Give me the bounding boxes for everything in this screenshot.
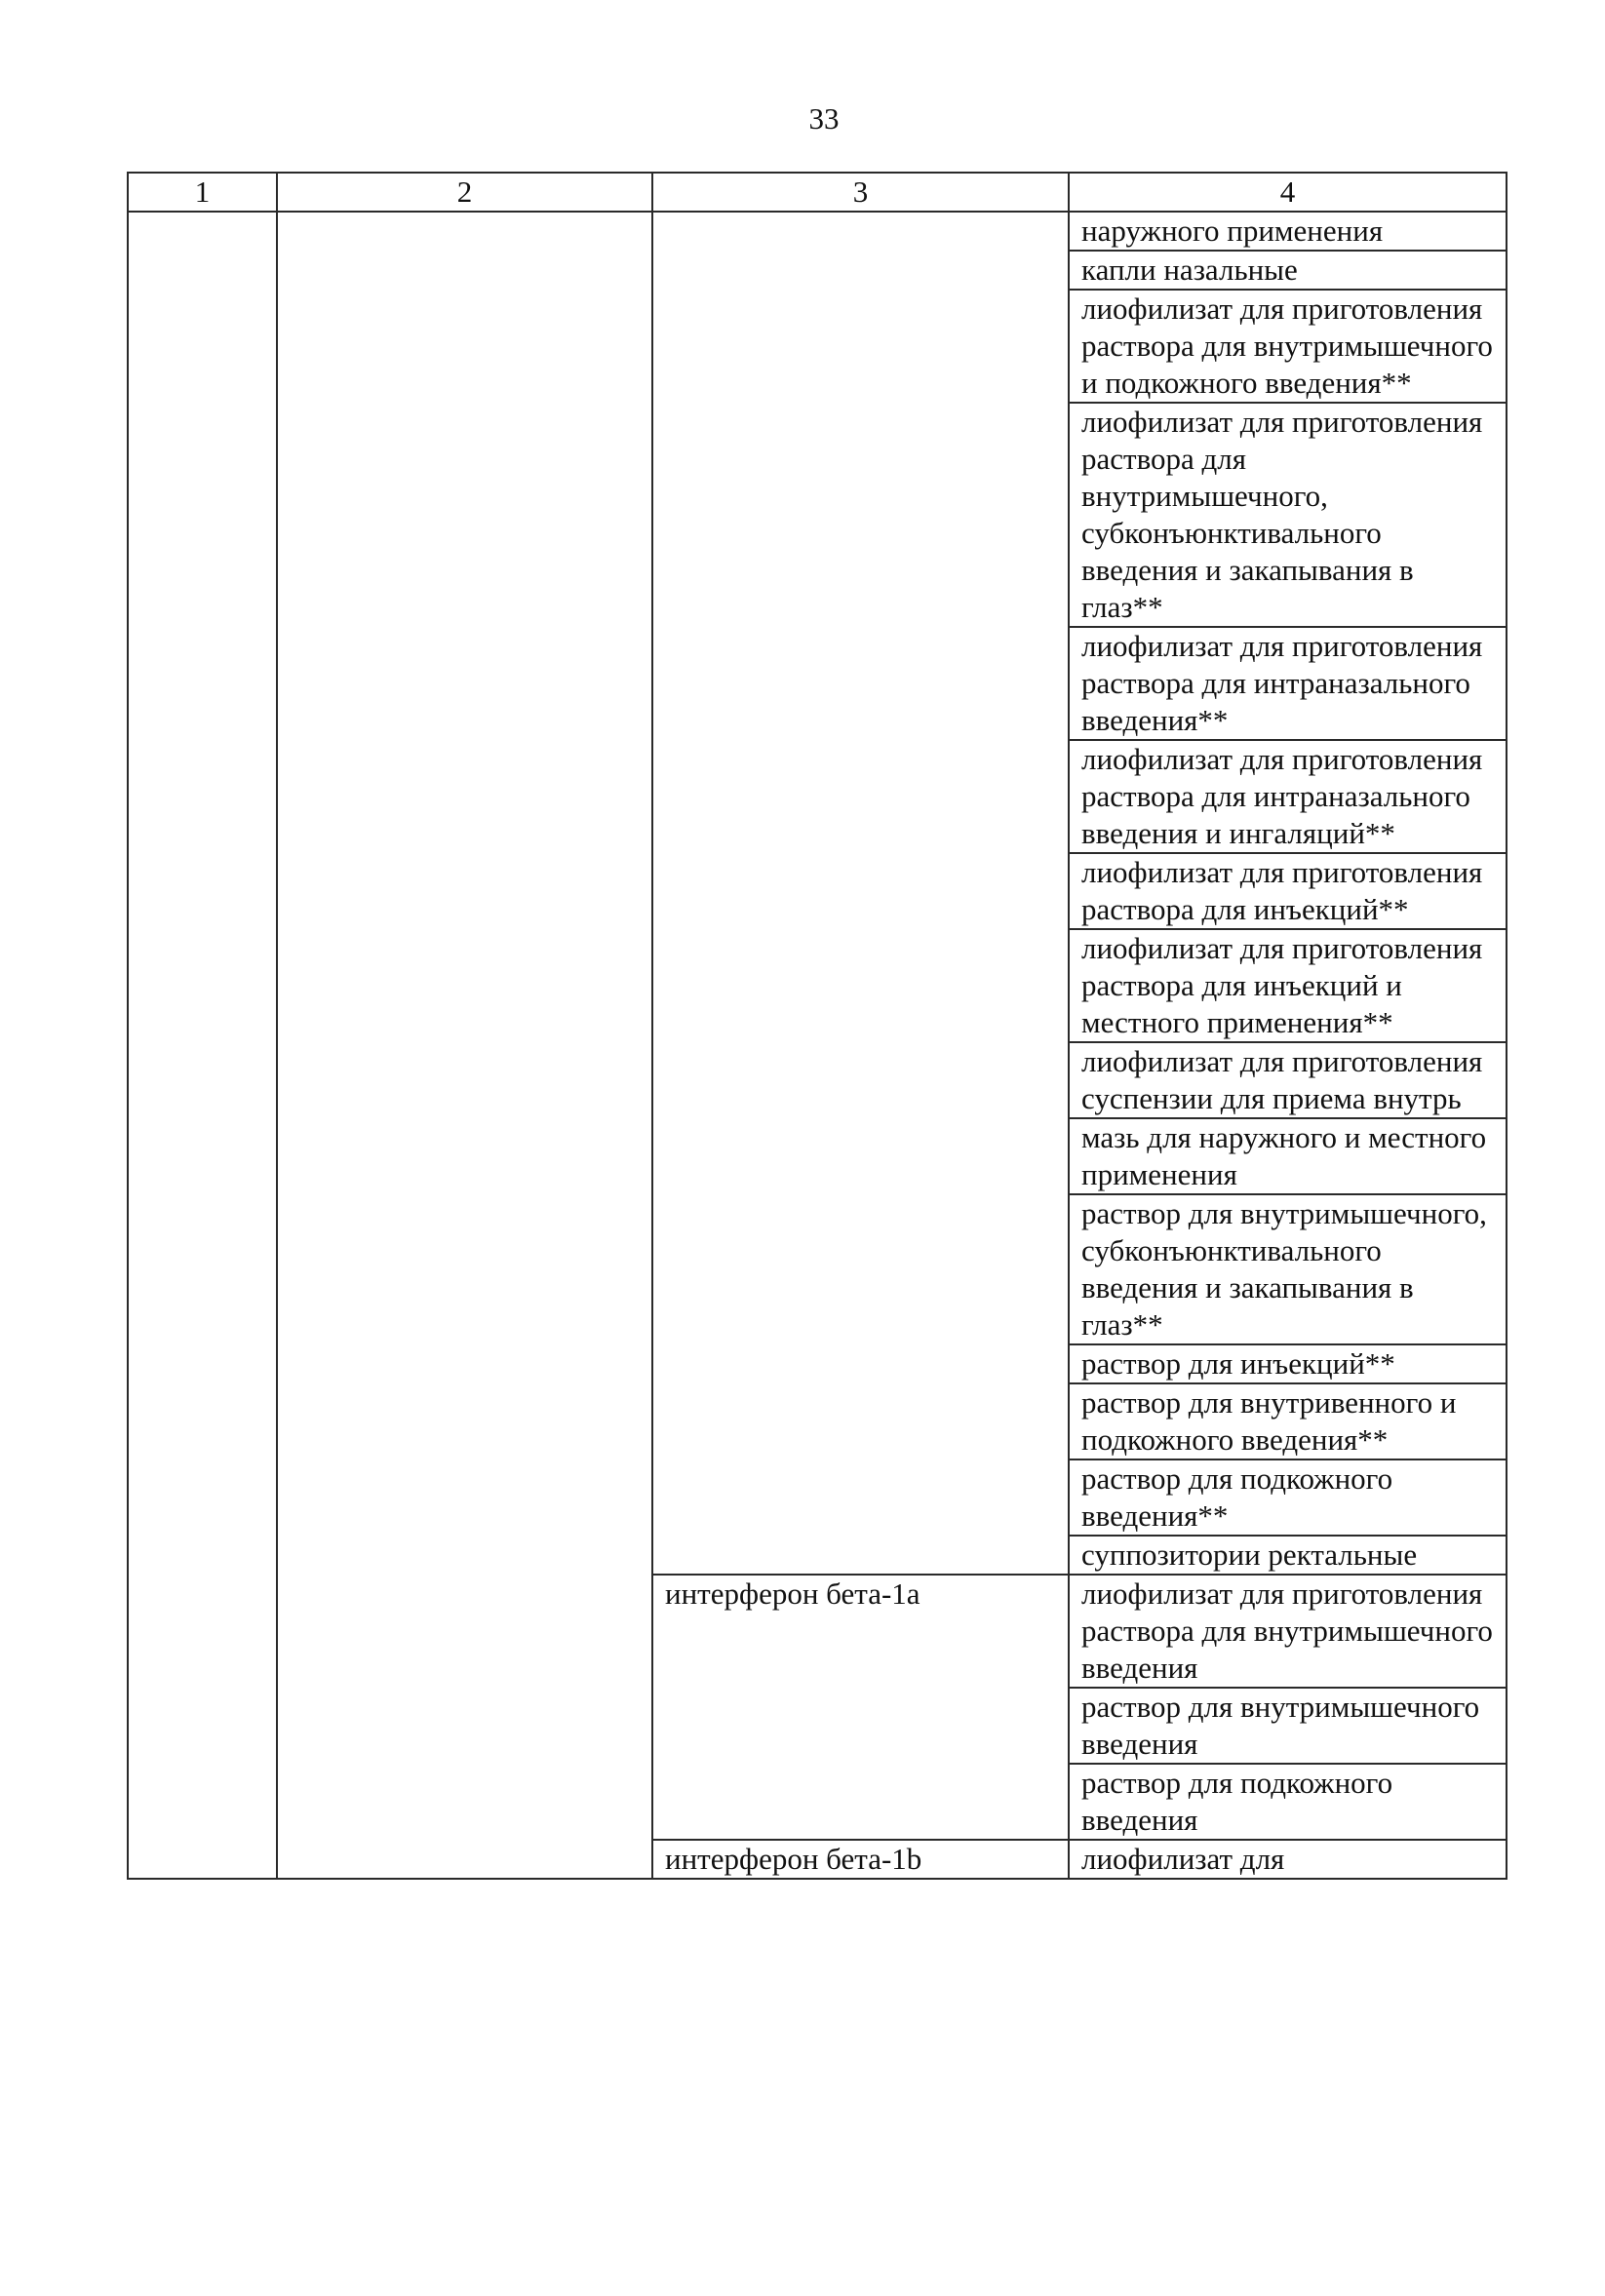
dosage-form-cell: суппозитории ректальные: [1069, 1536, 1507, 1575]
drug-table: [127, 172, 1507, 1880]
dosage-form-cell: лиофилизат для приготовления раствора для внутримышечного введения: [1069, 1575, 1507, 1688]
group-code-cell: [128, 212, 277, 1879]
dosage-form-cell: лиофилизат для: [1069, 1840, 1507, 1879]
dosage-form-cell: капли назальные: [1069, 251, 1507, 290]
dosage-form-cell: лиофилизат для приготовления раствора для внутримышечного и подкожного введения**: [1069, 290, 1507, 403]
dosage-form-cell: наружного применения: [1069, 212, 1507, 251]
dosage-form-cell: лиофилизат для приготовления раствора для инъекций и местного применения**: [1069, 929, 1507, 1042]
dosage-form-cell: лиофилизат для приготовления раствора для интраназального введения и ингаляций**: [1069, 740, 1507, 853]
table-row: [128, 212, 1507, 251]
drug-name-cell: интерферон бета-1a: [652, 1575, 1069, 1840]
dosage-form-cell: раствор для подкожного введения**: [1069, 1459, 1507, 1536]
dosage-form-cell: мазь для наружного и местного применения: [1069, 1118, 1507, 1194]
page-number: 33: [808, 101, 840, 136]
dosage-form-cell: лиофилизат для приготовления суспензии для приема внутрь: [1069, 1042, 1507, 1118]
dosage-form-cell: лиофилизат для приготовления раствора для инъекций**: [1069, 853, 1507, 929]
column-header: 2: [277, 173, 652, 212]
column-header: 3: [652, 173, 1069, 212]
drug-name-cell: [652, 212, 1069, 1575]
dosage-form-cell: раствор для подкожного введения: [1069, 1764, 1507, 1840]
dosage-form-cell: раствор для внутримышечного введения: [1069, 1688, 1507, 1764]
column-header: 1: [128, 173, 277, 212]
drug-name-cell: интерферон бета-1b: [652, 1840, 1069, 1879]
column-header: 4: [1069, 173, 1507, 212]
dosage-form-cell: лиофилизат для приготовления раствора для внутримышечного, субконъюнктивального введения и закапывания в глаз**: [1069, 403, 1507, 627]
dosage-form-cell: лиофилизат для приготовления раствора для интраназального введения**: [1069, 627, 1507, 740]
dosage-form-cell: раствор для внутримышечного, субконъюнктивального введения и закапывания в глаз**: [1069, 1194, 1507, 1344]
dosage-form-cell: раствор для инъекций**: [1069, 1344, 1507, 1383]
group-name-cell: [277, 212, 652, 1879]
table-header-row: [128, 173, 1507, 212]
dosage-form-cell: раствор для внутривенного и подкожного введения**: [1069, 1383, 1507, 1459]
